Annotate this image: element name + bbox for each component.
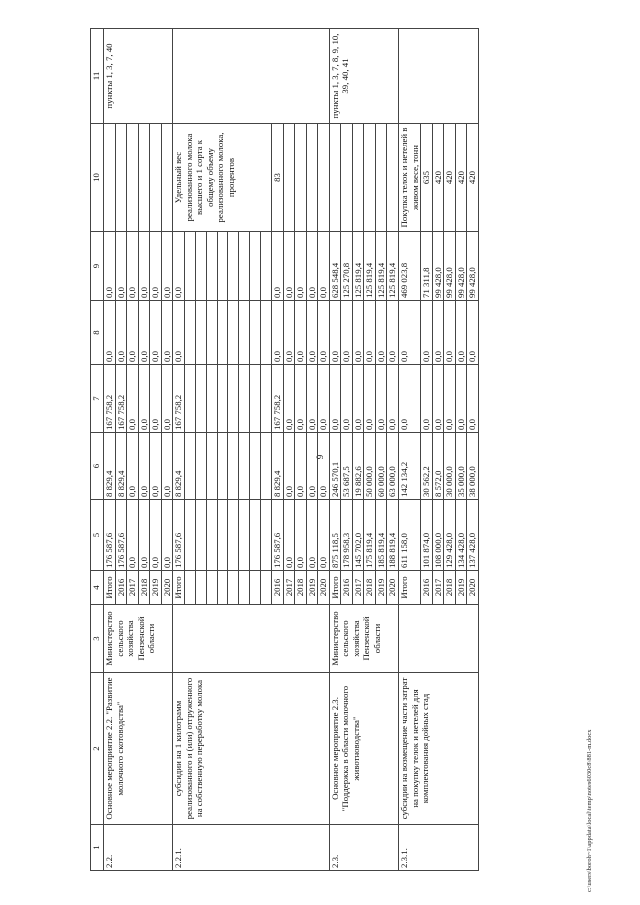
- regional-cell: 167 758,2: [271, 365, 283, 433]
- federal-cell: 8 829,4: [104, 433, 116, 500]
- regional-cell: 0,0: [375, 365, 387, 433]
- extra-budget-cell: 99 428,0: [444, 232, 456, 301]
- federal-cell: 8 829,4: [115, 433, 127, 500]
- points-cell: [173, 29, 329, 124]
- extra-budget-cell: 99 428,0: [467, 232, 479, 301]
- extra-budget-cell: 0,0: [104, 232, 116, 301]
- federal-cell: [206, 433, 217, 500]
- col-header: 1: [91, 825, 104, 871]
- indicator-cell: [295, 124, 307, 232]
- regional-cell: [261, 365, 272, 433]
- total-cell: 134 428,0: [455, 500, 467, 571]
- row-number-cell: 2.3.1.: [398, 825, 478, 871]
- total-cell: 0,0: [283, 500, 295, 571]
- total-cell: [217, 500, 228, 571]
- indicator-cell: [352, 124, 364, 232]
- local-cell: 0,0: [398, 301, 420, 365]
- total-cell: [184, 500, 195, 571]
- regional-cell: 0,0: [329, 365, 341, 433]
- column-number-header: [91, 29, 104, 871]
- points-cell: [398, 29, 478, 124]
- total-cell: [228, 500, 239, 571]
- local-cell: [261, 301, 272, 365]
- extra-budget-cell: 99 428,0: [455, 232, 467, 301]
- local-cell: 0,0: [387, 301, 399, 365]
- year-cell: 2018: [295, 571, 307, 605]
- indicator-cell: [104, 124, 116, 232]
- extra-budget-cell: 0,0: [150, 232, 162, 301]
- total-cell: 875 118,5: [329, 500, 341, 571]
- total-cell: 0,0: [161, 500, 173, 571]
- year-cell: 2020: [161, 571, 173, 605]
- year-cell: 2019: [455, 571, 467, 605]
- indicator-cell: 83: [271, 124, 283, 232]
- federal-cell: 50 000,0: [364, 433, 376, 500]
- total-cell: 108 000,0: [432, 500, 444, 571]
- indicator-cell: 420: [455, 124, 467, 232]
- indicator-cell: [306, 124, 318, 232]
- event-name-cell: субсидии на возмещение части затрат на покупку телок и нетелей для комплектования дойных стад: [398, 673, 478, 825]
- local-cell: [228, 301, 239, 365]
- year-cell: 2018: [444, 571, 456, 605]
- page-number: 9: [315, 454, 325, 460]
- local-cell: 0,0: [161, 301, 173, 365]
- local-cell: [206, 301, 217, 365]
- indicator-cell: [150, 124, 162, 232]
- year-cell: [195, 571, 206, 605]
- total-cell: 137 428,0: [467, 500, 479, 571]
- extra-budget-cell: 628 548,4: [329, 232, 341, 301]
- indicator-cell: [375, 124, 387, 232]
- year-cell: [250, 571, 261, 605]
- year-cell: 2020: [467, 571, 479, 605]
- local-cell: [195, 301, 206, 365]
- federal-cell: 8 829,4: [271, 433, 283, 500]
- regional-cell: 0,0: [467, 365, 479, 433]
- local-cell: 0,0: [421, 301, 433, 365]
- federal-cell: 0,0: [161, 433, 173, 500]
- federal-cell: 8 829,4: [173, 433, 185, 500]
- extra-budget-cell: 0,0: [318, 232, 330, 301]
- local-cell: [217, 301, 228, 365]
- year-cell: 2019: [150, 571, 162, 605]
- year-cell: [239, 571, 250, 605]
- year-cell: 2017: [127, 571, 139, 605]
- extra-budget-cell: [206, 232, 217, 301]
- extra-budget-cell: 0,0: [173, 232, 185, 301]
- table-row: [398, 29, 420, 871]
- year-cell: [206, 571, 217, 605]
- regional-cell: [239, 365, 250, 433]
- total-cell: 188 819,4: [387, 500, 399, 571]
- local-cell: [184, 301, 195, 365]
- year-cell: 2016: [341, 571, 353, 605]
- federal-cell: 0,0: [150, 433, 162, 500]
- extra-budget-cell: 0,0: [161, 232, 173, 301]
- regional-cell: 0,0: [341, 365, 353, 433]
- total-cell: 176 587,6: [271, 500, 283, 571]
- regional-cell: [184, 365, 195, 433]
- local-cell: 0,0: [173, 301, 185, 365]
- regional-cell: 0,0: [387, 365, 399, 433]
- regional-cell: 0,0: [295, 365, 307, 433]
- regional-cell: 0,0: [318, 365, 330, 433]
- year-cell: 2017: [352, 571, 364, 605]
- federal-cell: 8 572,0: [432, 433, 444, 500]
- federal-cell: 0,0: [318, 433, 330, 500]
- extra-budget-cell: [195, 232, 206, 301]
- regional-cell: 0,0: [127, 365, 139, 433]
- extra-budget-cell: [217, 232, 228, 301]
- total-cell: 0,0: [150, 500, 162, 571]
- federal-cell: [228, 433, 239, 500]
- year-cell: 2020: [387, 571, 399, 605]
- local-cell: 0,0: [306, 301, 318, 365]
- year-cell: [184, 571, 195, 605]
- extra-budget-cell: 0,0: [127, 232, 139, 301]
- indicator-cell: [341, 124, 353, 232]
- year-cell: 2019: [306, 571, 318, 605]
- extra-budget-cell: [261, 232, 272, 301]
- regional-cell: 0,0: [306, 365, 318, 433]
- regional-cell: [217, 365, 228, 433]
- extra-budget-cell: 0,0: [271, 232, 283, 301]
- extra-budget-cell: 125 819,4: [387, 232, 399, 301]
- total-cell: 178 958,3: [341, 500, 353, 571]
- total-cell: [206, 500, 217, 571]
- year-cell: 2017: [432, 571, 444, 605]
- federal-cell: 30 562,2: [421, 433, 433, 500]
- federal-cell: 0,0: [306, 433, 318, 500]
- regional-cell: [250, 365, 261, 433]
- regional-cell: 167 758,2: [104, 365, 116, 433]
- federal-cell: 53 687,5: [341, 433, 353, 500]
- total-cell: 185 819,4: [375, 500, 387, 571]
- col-header: 8: [91, 301, 104, 365]
- extra-budget-cell: 0,0: [295, 232, 307, 301]
- extra-budget-cell: 0,0: [115, 232, 127, 301]
- local-cell: 0,0: [364, 301, 376, 365]
- total-cell: 0,0: [306, 500, 318, 571]
- executor-cell: Министерство сельского хозяйства Пензенской области: [329, 605, 398, 673]
- local-cell: 0,0: [318, 301, 330, 365]
- federal-cell: [184, 433, 195, 500]
- total-cell: 0,0: [127, 500, 139, 571]
- extra-budget-cell: 125 270,8: [341, 232, 353, 301]
- year-cell: 2019: [375, 571, 387, 605]
- total-cell: 611 158,0: [398, 500, 420, 571]
- year-cell: [228, 571, 239, 605]
- federal-cell: [261, 433, 272, 500]
- extra-budget-cell: [239, 232, 250, 301]
- federal-cell: [195, 433, 206, 500]
- year-cell: Итого: [329, 571, 341, 605]
- year-cell: 2020: [318, 571, 330, 605]
- year-cell: [217, 571, 228, 605]
- regional-cell: 0,0: [398, 365, 420, 433]
- indicator-cell: [283, 124, 295, 232]
- year-cell: [261, 571, 272, 605]
- year-cell: 2016: [271, 571, 283, 605]
- local-cell: 0,0: [150, 301, 162, 365]
- event-name-cell: субсидии на 1 килограмм реализованного и (или) отгруженного на собственную переработку молока: [173, 673, 329, 825]
- regional-cell: 0,0: [138, 365, 150, 433]
- regional-cell: [206, 365, 217, 433]
- regional-cell: [195, 365, 206, 433]
- indicator-cell: [387, 124, 399, 232]
- local-cell: [250, 301, 261, 365]
- footer-file-path: c:\users\boroh~1\appdata\local\temp\notes6030c8\881-m.docx: [586, 729, 593, 892]
- federal-cell: 0,0: [283, 433, 295, 500]
- regional-cell: 0,0: [283, 365, 295, 433]
- total-cell: 0,0: [318, 500, 330, 571]
- indicator-cell: [329, 124, 341, 232]
- col-header: 9: [91, 232, 104, 301]
- local-cell: 0,0: [271, 301, 283, 365]
- year-cell: 2017: [283, 571, 295, 605]
- points-cell: пункты 1, 3, 7, 40: [104, 29, 173, 124]
- extra-budget-cell: 125 819,4: [352, 232, 364, 301]
- local-cell: 0,0: [455, 301, 467, 365]
- local-cell: 0,0: [341, 301, 353, 365]
- extra-budget-cell: 99 428,0: [432, 232, 444, 301]
- year-cell: 2018: [138, 571, 150, 605]
- total-cell: [239, 500, 250, 571]
- local-cell: 0,0: [115, 301, 127, 365]
- col-header: 3: [91, 605, 104, 673]
- federal-cell: [217, 433, 228, 500]
- local-cell: 0,0: [352, 301, 364, 365]
- indicator-cell: [138, 124, 150, 232]
- table-row: [104, 29, 116, 871]
- local-cell: 0,0: [104, 301, 116, 365]
- col-header: 11: [91, 29, 104, 124]
- local-cell: 0,0: [138, 301, 150, 365]
- extra-budget-cell: 125 819,4: [364, 232, 376, 301]
- total-cell: [195, 500, 206, 571]
- federal-cell: [250, 433, 261, 500]
- total-cell: 176 587,6: [104, 500, 116, 571]
- federal-cell: 19 882,6: [352, 433, 364, 500]
- regional-cell: 0,0: [352, 365, 364, 433]
- extra-budget-cell: [228, 232, 239, 301]
- regional-cell: 0,0: [455, 365, 467, 433]
- local-cell: 0,0: [375, 301, 387, 365]
- local-cell: 0,0: [444, 301, 456, 365]
- row-number-cell: 2.3.: [329, 825, 398, 871]
- federal-cell: 0,0: [295, 433, 307, 500]
- total-cell: 101 874,0: [421, 500, 433, 571]
- indicator-cell: Покупка телок и нетелей в живом весе, тонн: [398, 124, 420, 232]
- local-cell: 0,0: [467, 301, 479, 365]
- col-header: 5: [91, 500, 104, 571]
- indicator-cell: 420: [467, 124, 479, 232]
- local-cell: 0,0: [295, 301, 307, 365]
- executor-cell: [173, 605, 329, 673]
- extra-budget-cell: 71 311,8: [421, 232, 433, 301]
- extra-budget-cell: 0,0: [138, 232, 150, 301]
- col-header: 10: [91, 124, 104, 232]
- executor-cell: Министерство сельского хозяйства Пензенской области: [104, 605, 173, 673]
- total-cell: 129 428,0: [444, 500, 456, 571]
- year-cell: Итого: [173, 571, 185, 605]
- extra-budget-cell: [250, 232, 261, 301]
- total-cell: 0,0: [295, 500, 307, 571]
- event-name-cell: Основное мероприятие 2.2. "Развитие молочного скотоводства": [104, 673, 173, 825]
- local-cell: 0,0: [329, 301, 341, 365]
- year-cell: Итого: [104, 571, 116, 605]
- indicator-cell: 635: [421, 124, 433, 232]
- row-number-cell: 2.2.1.: [173, 825, 329, 871]
- federal-cell: 63 000,0: [387, 433, 399, 500]
- table-row: [173, 29, 185, 871]
- federal-cell: 0,0: [138, 433, 150, 500]
- regional-cell: 0,0: [444, 365, 456, 433]
- total-cell: 0,0: [138, 500, 150, 571]
- extra-budget-cell: [184, 232, 195, 301]
- indicator-cell: [364, 124, 376, 232]
- local-cell: [239, 301, 250, 365]
- year-cell: 2016: [421, 571, 433, 605]
- total-cell: [261, 500, 272, 571]
- extra-budget-cell: 0,0: [306, 232, 318, 301]
- regional-cell: 0,0: [161, 365, 173, 433]
- col-header: 4: [91, 571, 104, 605]
- federal-cell: 142 134,2: [398, 433, 420, 500]
- regional-cell: 167 758,2: [173, 365, 185, 433]
- table-body: [104, 29, 479, 871]
- federal-cell: 30 000,0: [444, 433, 456, 500]
- total-cell: 145 702,0: [352, 500, 364, 571]
- federal-cell: [239, 433, 250, 500]
- points-cell: пункты 1, 3, 7, 8, 9, 10, 39, 40, 41: [329, 29, 398, 124]
- indicator-cell: 420: [432, 124, 444, 232]
- federal-cell: 35 000,0: [455, 433, 467, 500]
- extra-budget-cell: 0,0: [283, 232, 295, 301]
- regional-cell: 167 758,2: [115, 365, 127, 433]
- regional-cell: 0,0: [432, 365, 444, 433]
- total-cell: 175 819,4: [364, 500, 376, 571]
- col-header: 2: [91, 673, 104, 825]
- indicator-cell: 420: [444, 124, 456, 232]
- federal-cell: 60 000,0: [375, 433, 387, 500]
- total-cell: 176 587,6: [173, 500, 185, 571]
- indicator-cell: Удельный вес реализованного молока высшего и 1 сорта к общему объему реализованного молока, процентов: [173, 124, 272, 232]
- executor-cell: [398, 605, 478, 673]
- program-table: [90, 28, 479, 871]
- regional-cell: 0,0: [150, 365, 162, 433]
- year-cell: 2018: [364, 571, 376, 605]
- regional-cell: 0,0: [364, 365, 376, 433]
- table-row: [329, 29, 341, 871]
- local-cell: 0,0: [432, 301, 444, 365]
- federal-cell: 246 570,1: [329, 433, 341, 500]
- col-header: 7: [91, 365, 104, 433]
- local-cell: 0,0: [127, 301, 139, 365]
- year-cell: Итого: [398, 571, 420, 605]
- year-cell: 2016: [115, 571, 127, 605]
- indicator-cell: [318, 124, 330, 232]
- indicator-cell: [127, 124, 139, 232]
- indicator-cell: [115, 124, 127, 232]
- event-name-cell: Основное мероприятие 2.3. "Поддержка в области молочного животноводства": [329, 673, 398, 825]
- local-cell: 0,0: [283, 301, 295, 365]
- row-number-cell: 2.2.: [104, 825, 173, 871]
- total-cell: 176 587,6: [115, 500, 127, 571]
- federal-cell: 0,0: [127, 433, 139, 500]
- rotated-table-wrapper: [90, 29, 586, 871]
- federal-cell: 38 000,0: [467, 433, 479, 500]
- extra-budget-cell: 469 023,8: [398, 232, 420, 301]
- indicator-cell: [161, 124, 173, 232]
- total-cell: [250, 500, 261, 571]
- regional-cell: 0,0: [421, 365, 433, 433]
- regional-cell: [228, 365, 239, 433]
- extra-budget-cell: 125 819,4: [375, 232, 387, 301]
- col-header: 6: [91, 433, 104, 500]
